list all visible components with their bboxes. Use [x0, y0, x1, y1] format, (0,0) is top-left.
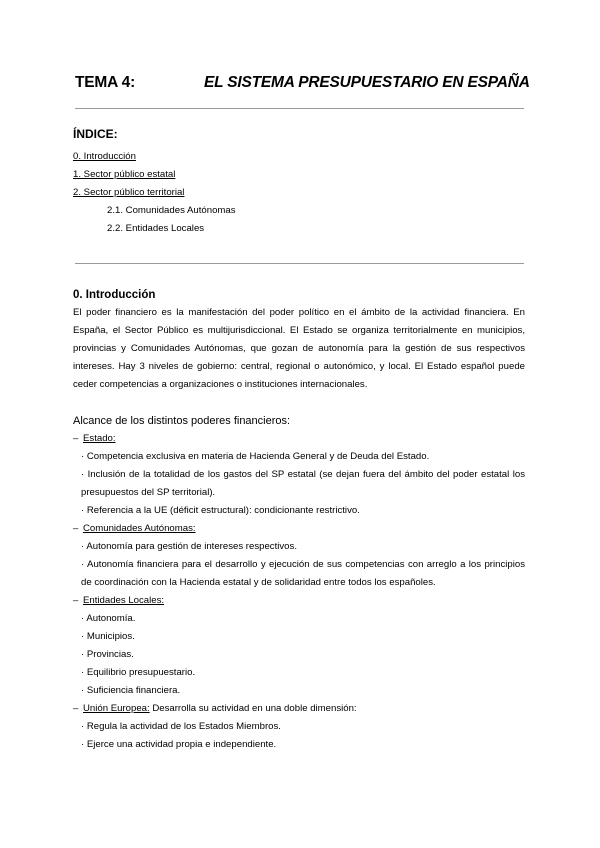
dash-bullet: –	[73, 595, 79, 606]
document-header	[75, 74, 535, 96]
index-list	[73, 148, 523, 238]
list-item: · Regula la actividad de los Estados Miembros.	[81, 721, 281, 732]
ue-description: Desarrolla su actividad en una doble dimensión:	[149, 703, 357, 714]
dash-bullet: –	[73, 703, 79, 714]
intro-paragraph: El poder financiero es la manifestación del poder político en el ámbito de la actividad financiera. En España, el Sector Público es multijurisdiccional. El Estado se organiza territorialmente en municipios, provincias y Comunidades Autónomas, que gozan de autonomía para la gestión de sus respectivos intereses. Hay 3 niveles de gobierno: central, regional o autonómico, y local. El Estado español puede ceder competencias a organizaciones o instituciones internacionales.	[73, 307, 525, 390]
locales-label: Entidades Locales:	[83, 595, 165, 606]
alcance-heading: Alcance de los distintos poderes financieros:	[73, 415, 291, 427]
dash-bullet: –	[73, 523, 79, 534]
index-title: ÍNDICE:	[73, 127, 118, 141]
locales-heading	[73, 592, 525, 610]
section-title-introduccion: 0. Introducción	[73, 289, 156, 301]
list-item: · Referencia a la UE (déficit estructural): condicionante restrictivo.	[81, 505, 360, 516]
index-link-sector-territorial[interactable]: 2. Sector público territorial	[73, 187, 185, 198]
list-item: · Autonomía financiera para el desarrollo y ejecución de sus competencias con arreglo a los principios de coordinación con la Hacienda estatal y de solidaridad entre todos los españoles.	[81, 559, 525, 588]
section-body	[73, 304, 525, 754]
list-item: · Municipios.	[81, 631, 135, 642]
ue-label: Unión Europea:	[83, 703, 150, 714]
document-title: EL SISTEMA PRESUPUESTARIO EN ESPAÑA	[204, 74, 530, 91]
ue-heading	[73, 700, 525, 718]
list-item: · Inclusión de la totalidad de los gastos del SP estatal (se dejan fuera del ámbito del poder estatal los presupuestos del SP territorial).	[81, 469, 525, 498]
list-item: · Competencia exclusiva en materia de Hacienda General y de Deuda del Estado.	[81, 451, 430, 462]
list-item: · Autonomía.	[81, 613, 136, 624]
index-link-introduccion[interactable]: 0. Introducción	[73, 151, 136, 162]
list-item: · Provincias.	[81, 649, 134, 660]
list-item: · Autonomía para gestión de intereses respectivos.	[81, 541, 297, 552]
index-subitem-locales: 2.2. Entidades Locales	[107, 223, 205, 234]
estado-heading	[73, 430, 525, 448]
list-item: · Equilibrio presupuestario.	[81, 667, 196, 678]
list-item: · Ejerce una actividad propia e independiente.	[81, 739, 277, 750]
estado-label: Estado:	[83, 433, 116, 444]
divider-middle	[75, 263, 524, 264]
divider-top	[75, 108, 524, 109]
index-link-sector-estatal[interactable]: 1. Sector público estatal	[73, 169, 176, 180]
tema-label: TEMA 4:	[75, 74, 136, 91]
index-subitem-ccaa: 2.1. Comunidades Autónomas	[107, 205, 236, 216]
ccaa-heading	[73, 520, 525, 538]
list-item: · Suficiencia financiera.	[81, 685, 181, 696]
ccaa-label: Comunidades Autónomas:	[83, 523, 196, 534]
dash-bullet: –	[73, 433, 79, 444]
